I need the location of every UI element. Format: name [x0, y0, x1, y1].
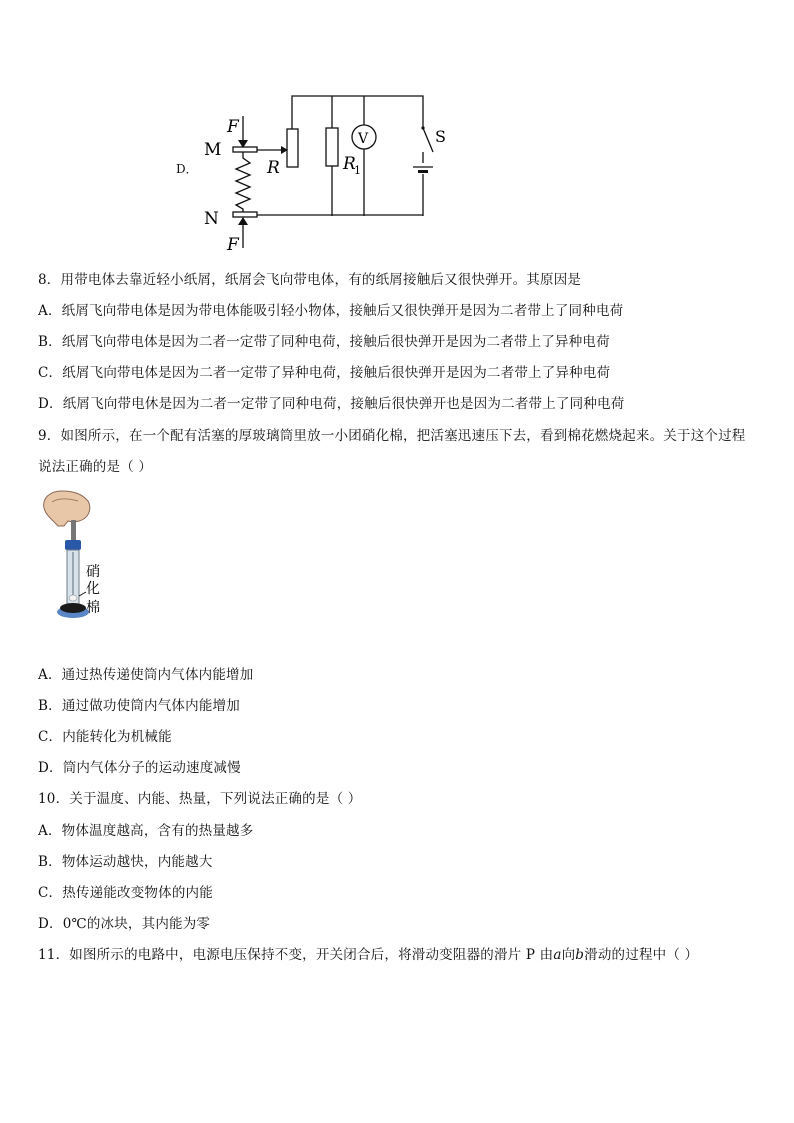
base-stand — [60, 603, 86, 613]
figure-label-char-1: 硝 — [86, 564, 100, 580]
piston-cylinder-figure — [38, 488, 118, 623]
label-r: R — [267, 158, 280, 178]
q8-option-d: D．纸屑飞向带电休是因为二者一定带了同种电荷，接触后很快弹开也是因为二者带上了同种电荷 — [38, 396, 625, 412]
q11-stem-part-a: 11．如图所示的电路中，电源电压保持不变，开关闭合后，将滑动变阻器的滑片 P 由 — [38, 947, 554, 963]
q10-option-d: D．0℃的冰块，其内能为零 — [38, 916, 211, 932]
q9-option-d: D．筒内气体分子的运动速度减慢 — [38, 760, 241, 776]
q8-stem: 8．用带电体去靠近轻小纸屑，纸屑会飞向带电体，有的纸屑接触后又很快弹开。其原因是 — [38, 272, 582, 288]
q10-option-a: A．物体温度越高，含有的热量越多 — [38, 823, 254, 839]
switch-pivot — [421, 126, 424, 129]
q10-option-b: B．物体运动越快，内能越大 — [38, 854, 213, 870]
q11-var-b: b — [575, 947, 585, 963]
switch-label: S — [435, 127, 446, 146]
circuit-diagram — [195, 88, 465, 260]
force-label-bottom: F — [227, 235, 239, 255]
voltmeter-label: V — [358, 131, 369, 147]
q11-stem-part-b: 向 — [561, 947, 576, 963]
label-m: M — [204, 140, 222, 160]
force-arrowhead-bottom — [238, 217, 248, 225]
q9-stem-line2: 说法正确的是（ ） — [38, 459, 153, 475]
plate-n — [233, 212, 257, 217]
circuit-option-label: D． — [176, 162, 198, 176]
resistor-r1 — [326, 128, 338, 166]
spring — [236, 152, 250, 212]
q9-option-a: A．通过热传递使筒内气体内能增加 — [38, 667, 254, 683]
q10-stem: 10．关于温度、内能、热量，下列说法正确的是（ ） — [38, 791, 362, 807]
q8-option-b: B．纸屑飞向带电体是因为二者一定带了同种电荷，接触后很快弹开是因为二者带上了异种电荷 — [38, 334, 610, 350]
nitrocellulose-cotton — [69, 595, 77, 601]
plate-m — [233, 147, 257, 152]
q9-option-c: C．内能转化为机械能 — [38, 729, 172, 745]
q9-option-b: B．通过做功使筒内气体内能增加 — [38, 698, 240, 714]
q8-option-a: A．纸屑飞向带电体是因为带电体能吸引轻小物体，接触后又很快弹开是因为二者带上了同种电荷 — [38, 303, 624, 319]
q11-stem-part-c: 滑动的过程中（ ） — [584, 947, 699, 963]
label-r1-subscript: 1 — [354, 164, 361, 177]
rheostat-r — [287, 129, 298, 167]
q9-stem-line1: 9．如图所示，在一个配有活塞的厚玻璃筒里放一小团硝化棉，把活塞迅速压下去，看到棉花燃烧起来。关于这个过程 — [38, 428, 746, 444]
figure-label-char-3: 棉 — [86, 600, 100, 616]
q8-option-c: C．纸屑飞向带电体是因为二者一定带了异种电荷，接触后很快弹开是因为二者带上了异种电荷 — [38, 365, 611, 381]
label-r1: R — [343, 154, 356, 174]
hand — [44, 491, 90, 526]
top-wire — [292, 96, 423, 129]
figure-label-char-2: 化 — [86, 581, 100, 597]
switch-blade — [423, 128, 433, 152]
force-label-top: F — [227, 117, 239, 137]
plunger-rod — [71, 520, 76, 542]
battery-short-plate — [418, 170, 428, 173]
q11-var-a: a — [553, 947, 562, 963]
q10-option-c: C．热传递能改变物体的内能 — [38, 885, 213, 901]
cylinder-cap — [65, 540, 81, 550]
q11-stem — [38, 946, 698, 964]
label-n: N — [204, 209, 219, 229]
label-pointer — [79, 592, 86, 596]
